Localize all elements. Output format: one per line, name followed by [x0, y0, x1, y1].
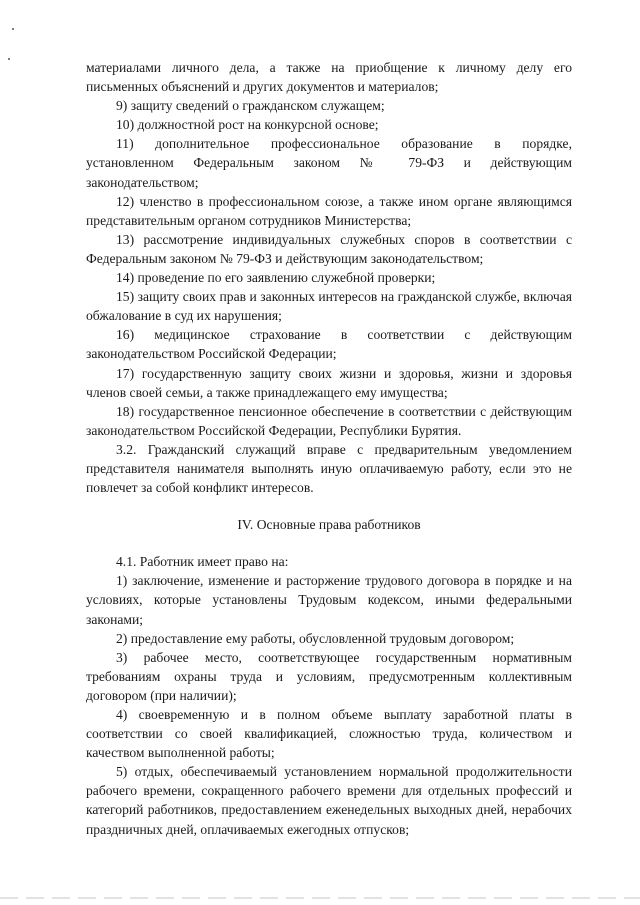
paragraph: 15) защиту своих прав и законных интересов на гражданской службе, включая обжалование в суд их нарушения; — [86, 289, 572, 324]
paragraph: 18) государственное пенсионное обеспечение в соответствии с действующим законодательством Российской Федерации, Республики Бурятия. — [86, 403, 572, 438]
paragraph: 17) государственную защиту своих жизни и здоровья, жизни и здоровья членов своей семьи, а также принадлежащего ему имущества; — [86, 365, 572, 400]
paragraph: 13) рассмотрение индивидуальных служебных споров в соответствии с Федеральным законом № 79-ФЗ и действующим законодательством; — [86, 231, 572, 266]
paragraph: 2) предоставление ему работы, обусловленной трудовым договором; — [116, 630, 515, 646]
paragraph: 3) рабочее место, соответствующее государственным нормативным требованиям охраны труда и условиям, предусмотренным коллективным договором (при наличии); — [86, 649, 572, 703]
paragraph: 9) защиту сведений о гражданском служащем; — [116, 98, 385, 114]
paragraph: 1) заключение, изменение и расторжение трудового договора в порядке и на условиях, которые установлены Трудовым кодексом, иными федеральными законами; — [86, 573, 572, 627]
section-iii-continued — [86, 58, 572, 497]
paragraph: 16) медицинское страхование в соответствии с действующим законодательством Российской Федерации; — [86, 327, 572, 362]
section-iv-body — [86, 552, 572, 838]
scan-speck — [8, 58, 10, 60]
paragraph: 14) проведение по его заявлению служебной проверки; — [116, 270, 436, 286]
paragraph: 4) своевременную и в полном объеме выплату заработной платы в соответствии со своей квалификацией, сложностью труда, количеством и качеством выполненной работы; — [86, 707, 572, 761]
document-page — [86, 58, 572, 839]
paragraph: 4.1. Работник имеет право на: — [116, 554, 289, 570]
paragraph: 5) отдых, обеспечиваемый установлением нормальной продолжительности рабочего времени, сокращенного рабочего времени для отдельных профессий и категорий работников, предоставлением еженедельных выходных дней, нерабочих праздничных дней, оплачиваемых ежегодных отпусков; — [86, 764, 572, 837]
section-heading: IV. Основные права работников — [237, 517, 421, 533]
paragraph: 3.2. Гражданский служащий вправе с предварительным уведомлением представителя нанимателя выполнять иную оплачиваемую работу, если это не повлечет за собой конфликт интересов. — [86, 441, 572, 496]
scan-speck — [12, 28, 14, 30]
paragraph: 12) членство в профессиональном союзе, а также ином органе являющимся представительным органом сотрудников Министерства; — [86, 193, 572, 228]
paragraph: 10) должностной рост на конкурсной основе; — [116, 117, 379, 133]
paragraph: 11) дополнительное профессиональное образование в порядке, установленном Федеральным законом № 79-ФЗ и действующим законодательством; — [86, 136, 572, 190]
scan-edge-noise — [0, 897, 640, 899]
paragraph: материалами личного дела, а также на приобщение к личному делу его письменных объяснений и других документов и материалов; — [86, 60, 572, 95]
